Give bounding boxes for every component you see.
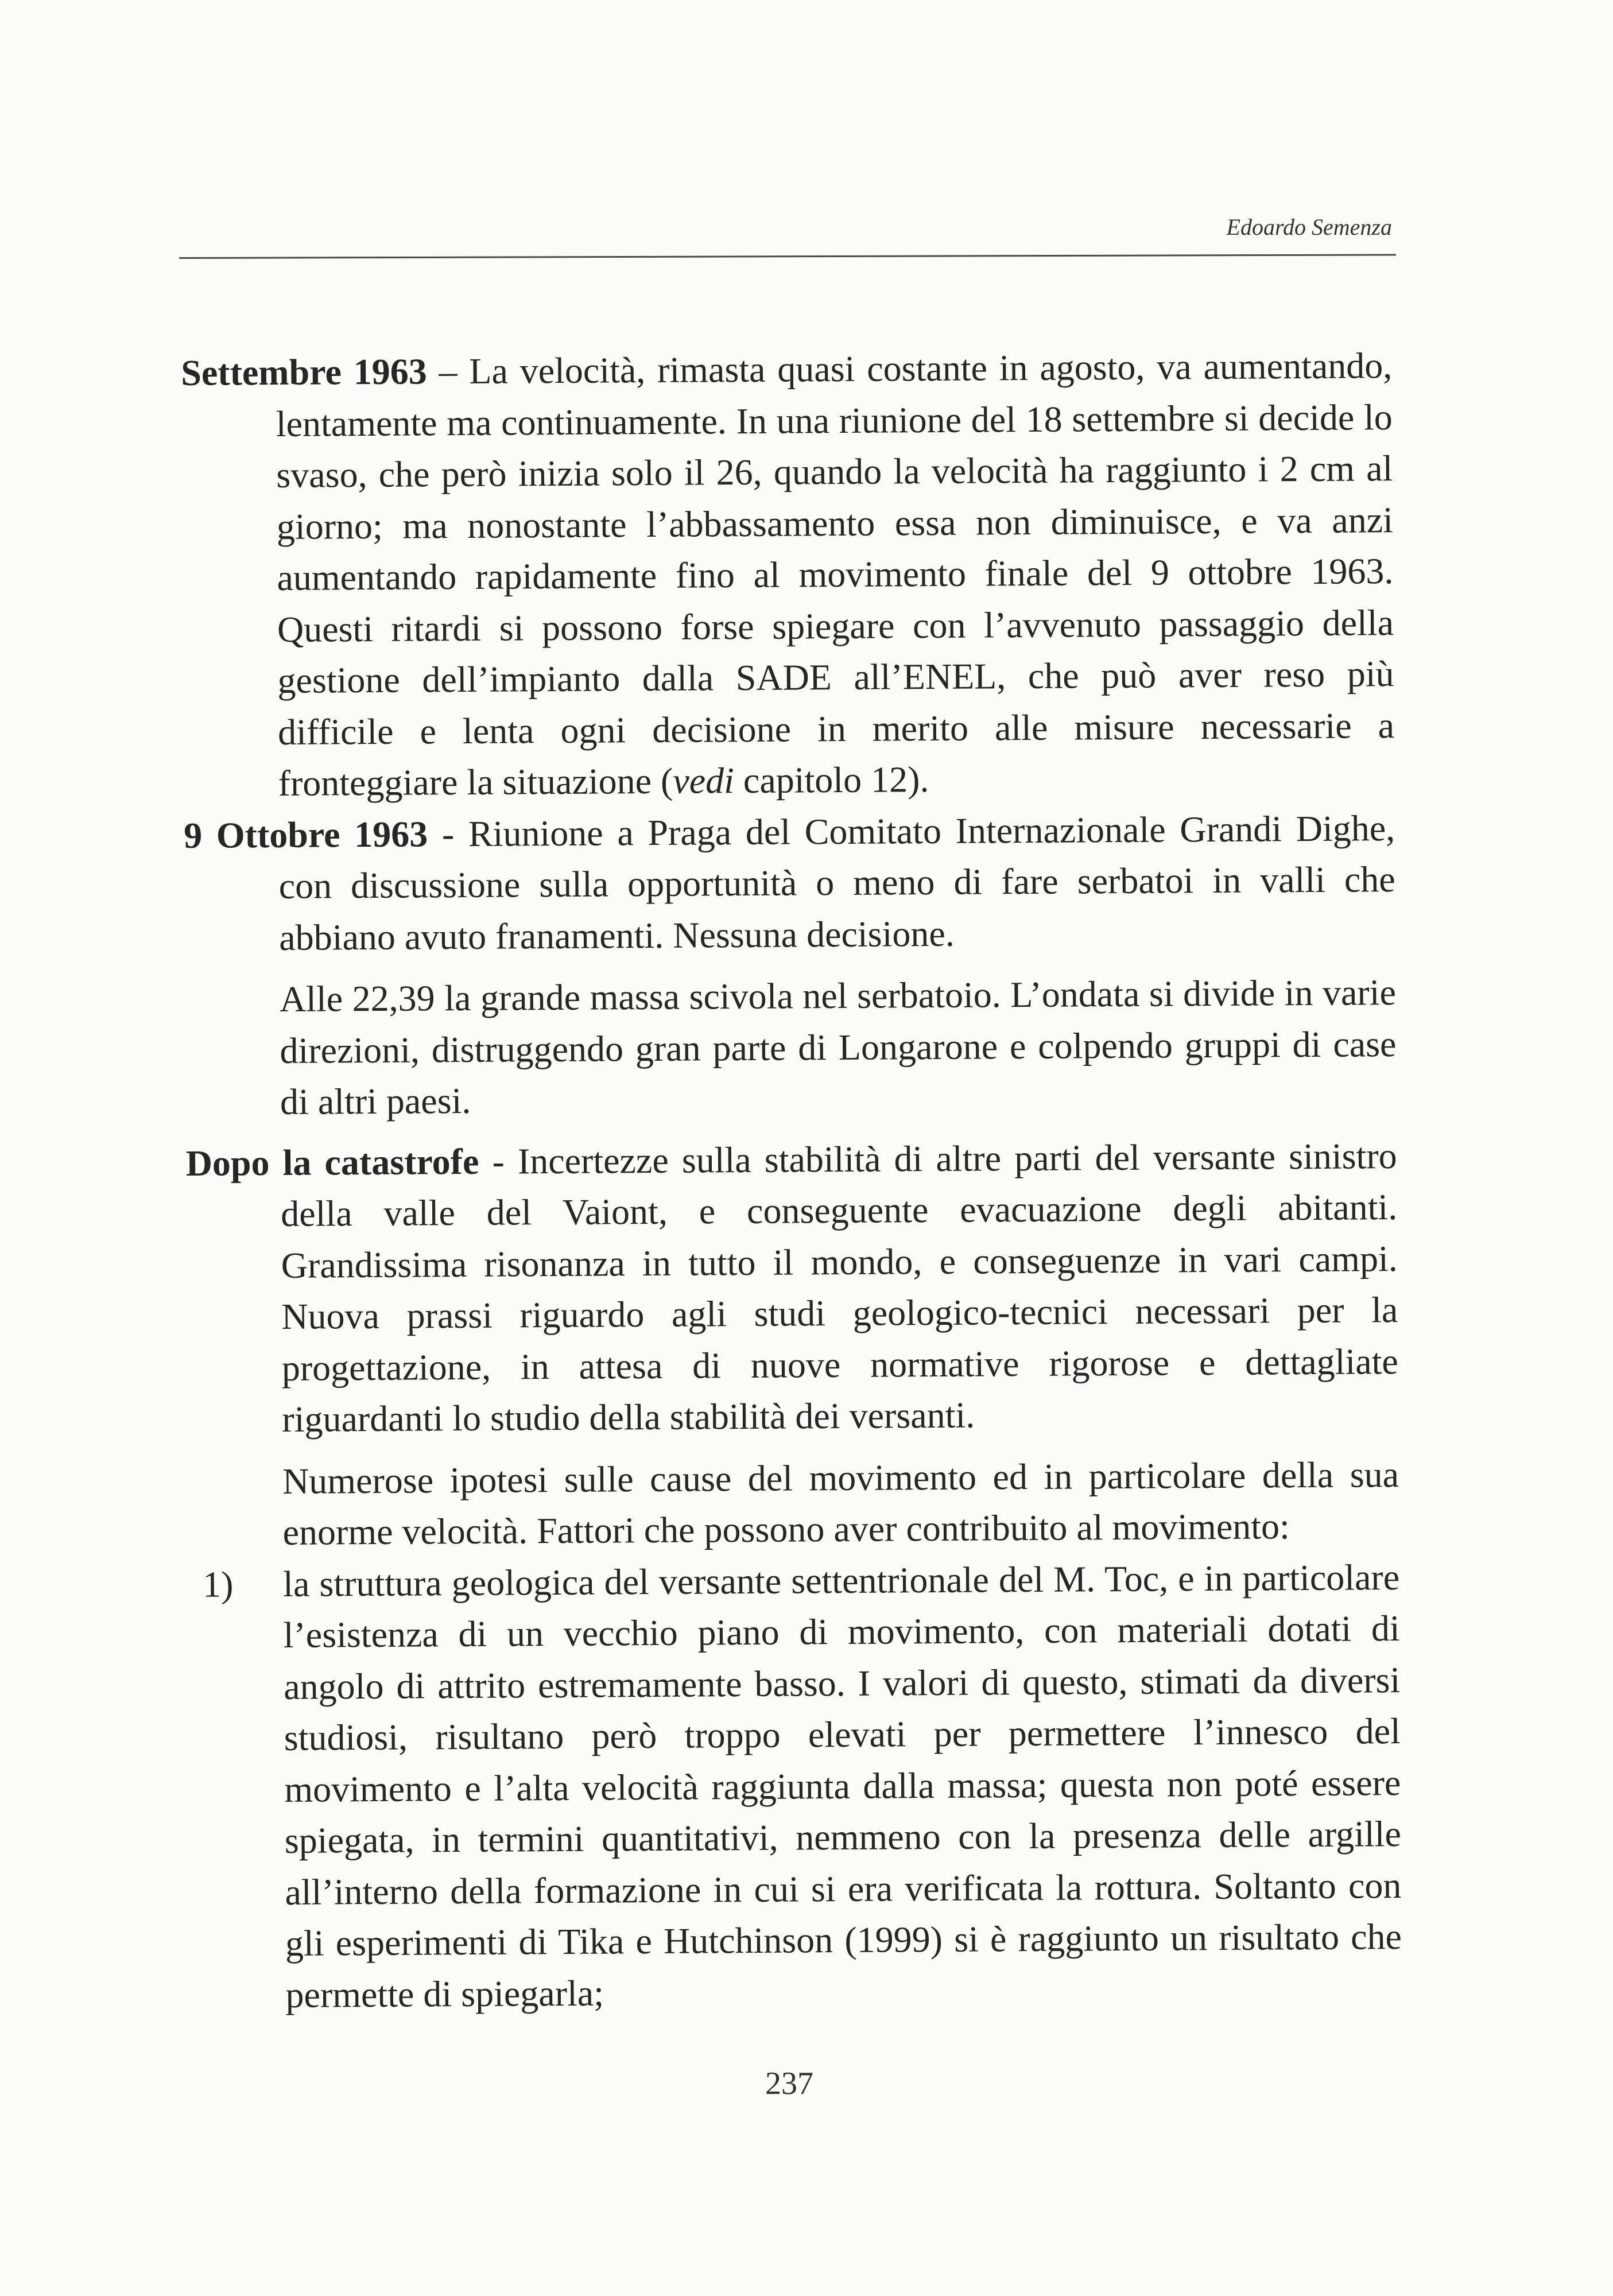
- entry-heading: Settembre 1963: [181, 351, 427, 393]
- entry-dopo-la-catastrofe: [185, 1130, 1398, 1446]
- numbered-list-item: [188, 1552, 1402, 2021]
- entry-9-ottobre-1963: [184, 802, 1396, 964]
- entry-text-after: capitolo 12).: [734, 759, 929, 801]
- list-item-text: la struttura geologica del versante settentrionale del M. Toc, e in particolare l’esistenza di un vecchio piano di movimento, con materiali dotati di angolo di attrito estremamente basso. I valori di questo, stimati da diversi studiosi, risultano però troppo elevati per permettere l’innesco del movimento e l’alta velocità raggiunta dalla massa; questa non poté essere spiegata, in termini quantitativi, nemmeno con la presenza delle argille all’interno della formazione in cui si era verificata la rottura. Soltanto con gli esperimenti di Tika e Hutchinson (1999) si è raggiunto un risultato che permette di spiegarla;: [282, 1556, 1402, 2015]
- header-rule: [179, 254, 1396, 259]
- page-body: [181, 340, 1402, 2021]
- entry-text: Incertezze sulla stabilità di altre parti del versante sinistro della valle del Vaiont, e conseguente evacuazione degli abitanti. Grandissima risonanza in tutto il mondo, e conseguenze in vari campi. Nuova prassi riguardo agli studi geologico-tecnici necessari per la progettazione, in attesa di nuove normative rigorose e dettagliate riguardanti lo studio della stabilità dei versanti.: [281, 1135, 1399, 1440]
- running-header-author: Edoardo Semenza: [1226, 214, 1392, 240]
- entry-heading: Dopo la catastrofe: [185, 1141, 479, 1184]
- entry-heading: 9 Ottobre 1963: [183, 813, 428, 856]
- entry-separator: -: [428, 813, 469, 854]
- entry-paragraph: Alle 22,39 la grande massa scivola nel serbatoio. L’ondata si divide in varie direzioni, distruggendo gran parte di Longarone e colpendo gruppi di case di altri paesi.: [279, 972, 1397, 1122]
- list-item-number: 1): [202, 1563, 234, 1605]
- page-number: 237: [765, 2066, 813, 2101]
- entry-paragraph: Numerose ipotesi sulle cause del movimento ed in particolare della sua enorme velocità. Fattori che possono aver contribuito al movimento:: [282, 1453, 1399, 1553]
- entry-italic-ref: vedi: [673, 760, 735, 801]
- entry-separator: –: [426, 350, 470, 392]
- entry-text: Riunione a Praga del Comitato Internazionale Grandi Dighe, con discussione sulla opportunità o meno di fare serbatoi in valli che abbiano avuto franamenti. Nessuna decisione.: [278, 807, 1395, 958]
- entry-separator: -: [479, 1140, 518, 1182]
- entry-settembre-1963: [181, 340, 1395, 809]
- entry-text: La velocità, rimasta quasi costante in agosto, va aumentando, lentamente ma continuamente. In una riunione del 18 settembre si decide lo svaso, che però inizia solo il 26, quando la velocità ha raggiunto i 2 cm al giorno; ma nonostante l’abbassamento essa non diminuisce, e va anzi aumentando rapidamente fino al movimento finale del 9 ottobre 1963. Questi ritardi si possono forse spiegare con l’avvenuto passaggio della gestione dell’impianto dalla SADE all’ENEL, che può aver reso più difficile e lenta ogni decisione in merito alle misure necessarie a fronteggiare la situazione (: [276, 345, 1395, 804]
